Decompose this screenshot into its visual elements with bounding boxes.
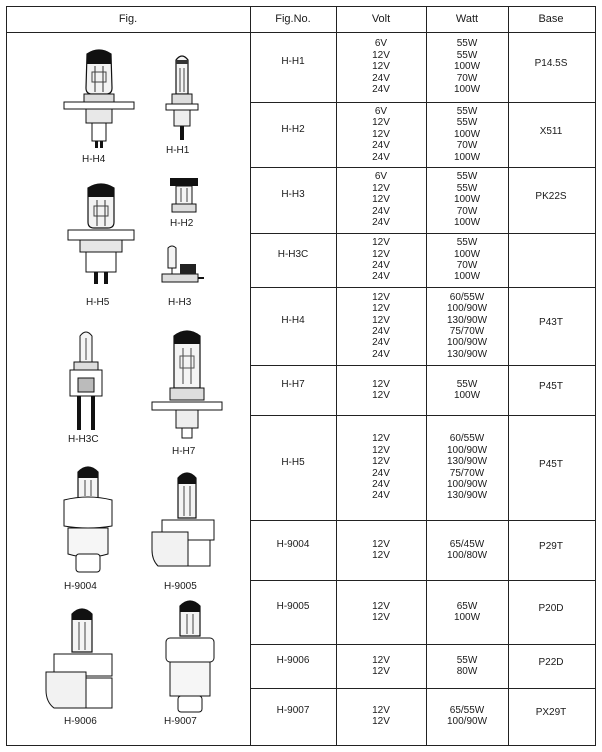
cell-base (508, 415, 594, 520)
wattage-value: 55W (456, 105, 478, 117)
figure-number: H-H3C (277, 249, 309, 261)
cell-volts (336, 688, 426, 744)
cell-watts (426, 365, 508, 415)
base-type: P20D (538, 603, 564, 615)
wattage-value: 100W (453, 194, 481, 206)
voltage-value: 24V (372, 260, 390, 271)
cell-fig-no (250, 688, 336, 744)
cell-fig-no (250, 32, 336, 102)
voltage-value: 12V (372, 612, 390, 623)
wattage-value: 100W (453, 271, 481, 283)
voltage-value: 12V (372, 538, 390, 550)
figure-number: H-9004 (276, 539, 310, 551)
bulb-h7-illustration (148, 328, 226, 440)
figure-label-9006: H-9006 (64, 716, 97, 727)
cell-base (508, 365, 594, 415)
cell-watts (426, 287, 508, 365)
voltage-value: 24V (372, 490, 390, 502)
figure-label-h5: H-H5 (86, 297, 110, 308)
figure-label-h7: H-H7 (172, 446, 196, 457)
voltage-value: 12V (372, 716, 390, 727)
cell-watts (426, 32, 508, 102)
voltage-value: 24V (372, 326, 390, 337)
wattage-value: 60/55W (449, 433, 485, 445)
wattage-value: 75/70W (449, 467, 485, 479)
voltage-value: 12V (372, 117, 390, 129)
voltage-value: 12V (372, 654, 390, 666)
cell-volts (336, 644, 426, 688)
voltage-value: 12V (372, 237, 390, 249)
base-type: P22D (538, 657, 564, 669)
wattage-value: 70W (456, 72, 478, 84)
wattage-value: 65W (456, 600, 478, 612)
bulb-9007-illustration (158, 598, 222, 716)
voltage-value: 24V (372, 478, 390, 490)
cell-watts (426, 580, 508, 644)
wattage-value: 130/90W (446, 348, 488, 360)
voltage-value: 12V (372, 128, 390, 140)
bulb-spec-table (6, 6, 596, 746)
cell-volts (336, 365, 426, 415)
figure-label-9005: H-9005 (164, 581, 197, 592)
voltage-value: 12V (372, 704, 390, 716)
cell-watts (426, 167, 508, 233)
cell-volts (336, 580, 426, 644)
voltage-value: 6V (374, 38, 388, 50)
voltage-value: 24V (372, 217, 390, 229)
voltage-value: 12V (372, 291, 390, 303)
cell-fig-no (250, 415, 336, 520)
cell-watts (426, 102, 508, 167)
wattage-value: 100/90W (446, 716, 488, 727)
figure-number: H-H1 (281, 56, 305, 68)
wattage-value: 100W (453, 151, 481, 163)
wattage-value: 130/90W (446, 490, 488, 502)
header-fig-no: Fig.No. (275, 13, 311, 25)
wattage-value: 60/55W (449, 291, 485, 303)
base-type: X511 (539, 125, 563, 137)
voltage-value: 24V (372, 72, 390, 84)
cell-fig-no (250, 520, 336, 580)
wattage-value: 55W (456, 171, 478, 183)
figure-number: H-H2 (281, 123, 305, 135)
voltage-value: 24V (372, 271, 390, 283)
cell-volts (336, 415, 426, 520)
wattage-value: 100W (453, 217, 481, 229)
cell-volts (336, 233, 426, 287)
cell-fig-no (250, 233, 336, 287)
wattage-value: 55W (456, 49, 478, 61)
bulb-h3-illustration (158, 244, 204, 288)
wattage-value: 100W (453, 248, 481, 260)
voltage-value: 12V (372, 182, 390, 194)
wattage-value: 130/90W (446, 314, 488, 326)
figure-number: H-H7 (281, 379, 305, 391)
cell-base (508, 580, 594, 644)
wattage-value: 100/80W (446, 550, 488, 561)
cell-volts (336, 32, 426, 102)
cell-watts (426, 415, 508, 520)
voltage-value: 12V (372, 600, 390, 612)
header-base: Base (538, 13, 564, 25)
voltage-value: 6V (374, 171, 388, 183)
figure-label-h2: H-H2 (170, 218, 194, 229)
figure-number: H-9005 (276, 601, 310, 613)
voltage-value: 12V (372, 303, 390, 315)
cell-base (508, 102, 594, 167)
wattage-value: 65/55W (449, 704, 485, 716)
figure-label-h4: H-H4 (82, 154, 106, 165)
wattage-value: 55W (456, 182, 478, 194)
base-type: P45T (539, 381, 563, 393)
wattage-value: 100/90W (446, 444, 488, 456)
cell-base (508, 287, 594, 365)
cell-volts (336, 520, 426, 580)
bulb-h4-illustration (62, 48, 136, 148)
bulb-h5-illustration (66, 182, 136, 286)
cell-volts (336, 287, 426, 365)
cell-base (508, 167, 594, 233)
figure-label-9004: H-9004 (64, 581, 97, 592)
header-volt: Volt (371, 13, 391, 25)
figure-label-9007: H-9007 (164, 716, 197, 727)
figure-number: H-9007 (276, 705, 310, 717)
wattage-value: 55W (456, 117, 478, 129)
header-watt: Watt (455, 13, 479, 25)
cell-base (508, 688, 594, 744)
header-fig: Fig. (118, 13, 138, 25)
voltage-value: 12V (372, 456, 390, 468)
wattage-value: 100/90W (446, 337, 488, 349)
bulb-9004-illustration (58, 464, 118, 576)
wattage-value: 75/70W (449, 326, 485, 337)
figure-number: H-H5 (281, 456, 305, 468)
voltage-value: 24V (372, 205, 390, 217)
wattage-value: 100W (453, 61, 481, 73)
figure-number: H-9006 (276, 655, 310, 667)
cell-base (508, 520, 594, 580)
voltage-value: 24V (372, 348, 390, 360)
voltage-value: 12V (372, 378, 390, 390)
cell-base (508, 32, 594, 102)
cell-watts (426, 233, 508, 287)
voltage-value: 12V (372, 444, 390, 456)
cell-base (508, 233, 594, 287)
wattage-value: 65/45W (449, 538, 485, 550)
voltage-value: 12V (372, 61, 390, 73)
voltage-value: 12V (372, 49, 390, 61)
bulb-h1-illustration (162, 52, 202, 142)
voltage-value: 24V (372, 84, 390, 96)
voltage-value: 12V (372, 194, 390, 206)
figure-number: H-H4 (281, 315, 305, 327)
wattage-value: 55W (456, 654, 478, 666)
cell-fig-no (250, 644, 336, 688)
wattage-value: 100W (453, 390, 481, 401)
figure-label-h1: H-H1 (166, 145, 190, 156)
bulb-h2-illustration (166, 176, 202, 216)
cell-volts (336, 102, 426, 167)
cell-fig-no (250, 102, 336, 167)
figure-number: H-H3 (281, 189, 305, 201)
voltage-value: 24V (372, 337, 390, 349)
voltage-value: 12V (372, 248, 390, 260)
wattage-value: 55W (456, 237, 478, 249)
wattage-value: 55W (456, 378, 478, 390)
figure-label-h3c: H-H3C (68, 434, 99, 445)
wattage-value: 130/90W (446, 456, 488, 468)
base-type: P45T (539, 458, 563, 470)
bulb-9006-illustration (42, 606, 126, 718)
wattage-value: 100/90W (446, 303, 488, 315)
wattage-value: 55W (456, 38, 478, 50)
wattage-value: 100/90W (446, 478, 488, 490)
cell-watts (426, 520, 508, 580)
cell-volts (336, 167, 426, 233)
base-type: P14.5S (534, 58, 568, 70)
voltage-value: 24V (372, 140, 390, 152)
cell-watts (426, 688, 508, 744)
cell-fig-no (250, 167, 336, 233)
voltage-value: 24V (372, 151, 390, 163)
wattage-value: 100W (453, 84, 481, 96)
figure-label-h3: H-H3 (168, 297, 192, 308)
bulb-9005-illustration (148, 470, 220, 578)
wattage-value: 80W (456, 666, 478, 677)
base-type: PK22S (535, 191, 567, 203)
voltage-value: 12V (372, 666, 390, 677)
voltage-value: 6V (374, 105, 388, 117)
cell-fig-no (250, 365, 336, 415)
base-type: P29T (539, 541, 563, 553)
wattage-value: 100W (453, 128, 481, 140)
base-type: PX29T (535, 707, 567, 719)
cell-fig-no (250, 287, 336, 365)
voltage-value: 12V (372, 390, 390, 401)
cell-fig-no (250, 580, 336, 644)
voltage-value: 12V (372, 314, 390, 326)
cell-base (508, 644, 594, 688)
voltage-value: 24V (372, 467, 390, 479)
base-type: P43T (539, 317, 563, 329)
bulb-h3c-illustration (64, 328, 108, 432)
wattage-value: 70W (456, 140, 478, 152)
wattage-value: 70W (456, 205, 478, 217)
voltage-value: 12V (372, 433, 390, 445)
wattage-value: 100W (453, 612, 481, 623)
wattage-value: 70W (456, 260, 478, 271)
cell-watts (426, 644, 508, 688)
voltage-value: 12V (372, 550, 390, 561)
